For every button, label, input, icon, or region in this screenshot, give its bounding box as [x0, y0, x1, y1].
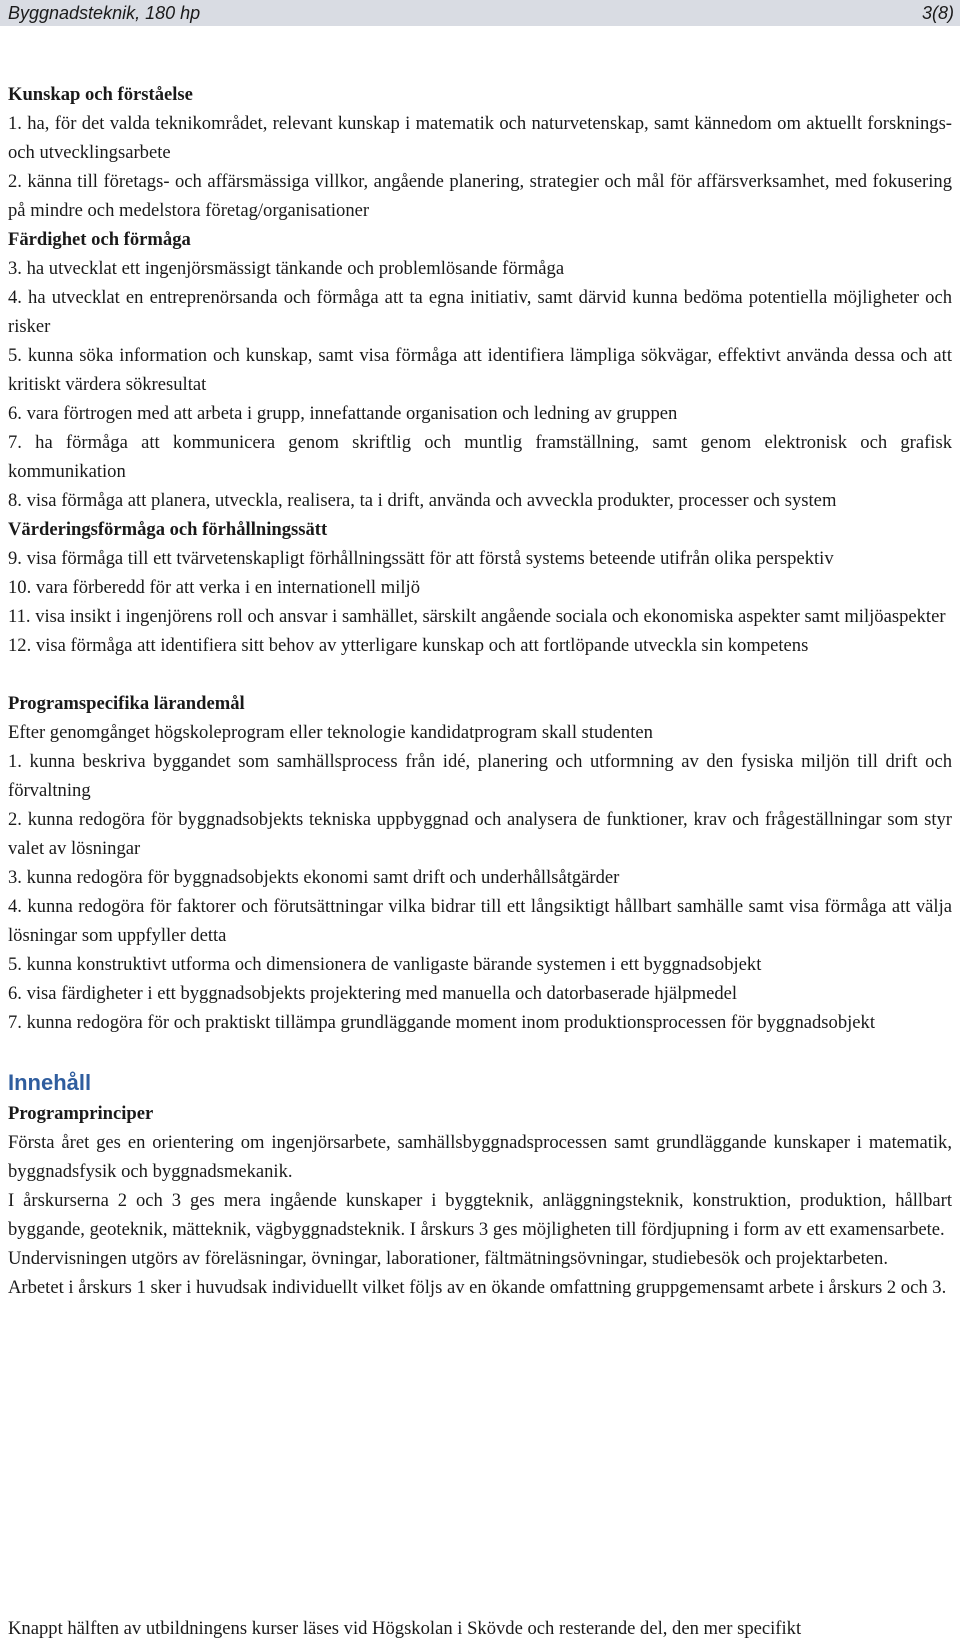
outcome-item: 8. visa förmåga att planera, utveckla, realisera, ta i drift, använda och avveckla produkter, processer och system: [8, 490, 837, 511]
subheading-programprinciper: Programprinciper: [8, 1103, 154, 1124]
section-heading-fardighet: Färdighet och förmåga: [8, 229, 191, 250]
outcome-item: 6. vara förtrogen med att arbeta i grupp, innefattande organisation och ledning av gruppen: [8, 403, 678, 424]
outcome-item: 2. känna till företags- och affärsmässiga villkor, angående planering, strategier och mål för affärsverksamhet, med fokusering på mindre och medelstora företag/organisationer: [8, 171, 952, 221]
outcome-item: 2. kunna redogöra för byggnadsobjekts tekniska uppbyggnad och analysera de funktioner, krav och frågeställningar som styr valet av lösningar: [8, 809, 952, 859]
document-title: Byggnadsteknik, 180 hp: [8, 3, 201, 23]
paragraph-continued: Knappt hälften av utbildningens kurser läses vid Högskolan i Skövde och resterande del, den mer specifikt: [8, 1618, 802, 1639]
outcome-item: 6. visa färdigheter i ett byggnadsobjekts projektering med manuella och datorbaserade hjälpmedel: [8, 983, 738, 1004]
outcome-item: 5. kunna söka information och kunskap, samt visa förmåga att identifiera lämpliga sökvägar, effektivt använda dessa och att kritiskt värdera sökresultat: [8, 345, 952, 395]
section-heading-vardering: Värderingsförmåga och förhållningssätt: [8, 519, 328, 540]
document-body: [8, 80, 952, 1302]
page-header: [0, 0, 960, 26]
outcome-item: 11. visa insikt i ingenjörens roll och ansvar i samhället, särskilt angående sociala och ekonomiska aspekter samt miljöaspekter: [8, 606, 946, 627]
outcome-item: 4. ha utvecklat en entreprenörsanda och förmåga att ta egna initiativ, samt därvid kunna bedöma potentiella möjligheter och risker: [8, 287, 952, 337]
page-number: 3(8): [921, 3, 954, 23]
outcome-item: 7. kunna redogöra för och praktiskt tillämpa grundläggande moment inom produktionsprocessen för byggnadsobjekt: [8, 1012, 875, 1033]
outcome-item: 4. kunna redogöra för faktorer och förutsättningar vilka bidrar till ett långsiktigt hållbart samhälle samt visa förmåga att välja lösningar som uppfyller detta: [8, 896, 952, 946]
outcome-item: 3. ha utvecklat ett ingenjörsmässigt tänkande och problemlösande förmåga: [8, 258, 565, 279]
spacer: [8, 1037, 952, 1066]
outcome-item: 3. kunna redogöra för byggnadsobjekts ekonomi samt drift och underhållsåtgärder: [8, 867, 620, 888]
paragraph: Undervisningen utgörs av föreläsningar, övningar, laborationer, fältmätningsövningar, studiebesök och projektarbeten.: [8, 1248, 888, 1269]
paragraph: I årskurserna 2 och 3 ges mera ingående kunskaper i byggteknik, anläggningsteknik, konstruktion, produktion, hållbart byggande, geoteknik, mätteknik, vägbyggnadsteknik. I årskurs 3 ges möjligheten till fördjupning i form av ett examensarbete.: [8, 1190, 952, 1240]
section-heading-kunskap: Kunskap och förståelse: [8, 84, 193, 105]
outcome-item: 1. kunna beskriva byggandet som samhällsprocess från idé, planering och utformning av den fysiska miljön till drift och förvaltning: [8, 751, 952, 801]
section-heading-programspecifika: Programspecifika lärandemål: [8, 693, 245, 714]
section-intro: Efter genomgånget högskoleprogram eller teknologie kandidatprogram skall studenten: [8, 722, 653, 743]
paragraph: Arbetet i årskurs 1 sker i huvudsak individuellt vilket följs av en ökande omfattning gruppgemensamt arbete i årskurs 2 och 3.: [8, 1277, 947, 1298]
outcome-item: 1. ha, för det valda teknikområdet, relevant kunskap i matematik och naturvetenskap, samt kännedom om aktuellt forsknings- och utvecklingsarbete: [8, 113, 952, 163]
spacer: [8, 660, 952, 689]
outcome-item: 10. vara förberedd för att verka i en internationell miljö: [8, 577, 421, 598]
outcome-item: 9. visa förmåga till ett tvärvetenskapligt förhållningssätt för att förstå systems beteende utifrån olika perspektiv: [8, 548, 834, 569]
outcome-item: 7. ha förmåga att kommunicera genom skriftlig och muntlig framställning, samt genom elektronisk och grafisk kommunikation: [8, 432, 952, 482]
outcome-item: 12. visa förmåga att identifiera sitt behov av ytterligare kunskap och att fortlöpande utveckla sin kompetens: [8, 635, 809, 656]
outcome-item: 5. kunna konstruktivt utforma och dimensionera de vanligaste bärande systemen i ett byggnadsobjekt: [8, 954, 762, 975]
section-heading-innehall: Innehåll: [8, 1070, 92, 1095]
paragraph: Första året ges en orientering om ingenjörsarbete, samhällsbyggnadsprocessen samt grundläggande kunskaper i matematik, byggnadsfysik och byggnadsmekanik.: [8, 1132, 952, 1182]
